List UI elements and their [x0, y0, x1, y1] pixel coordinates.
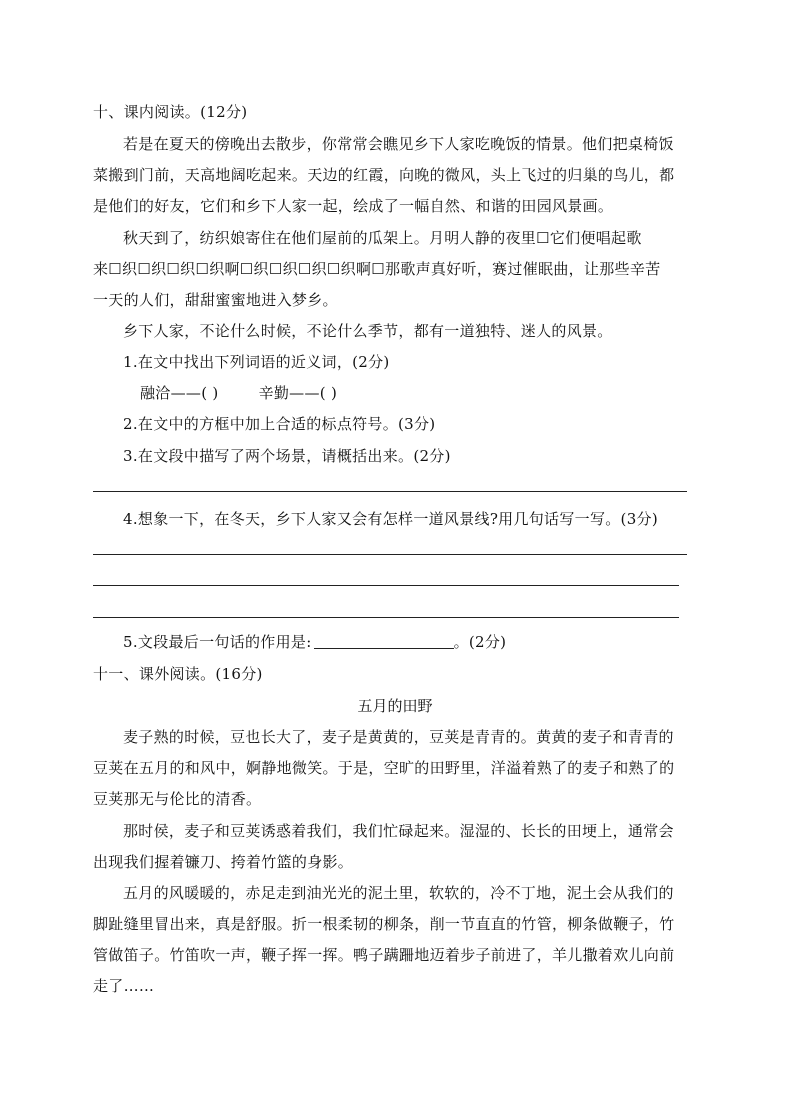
s10-para2-line1: 秋天到了，纺织娘寄住在他们屋前的瓜架上。月明人静的夜里☐它们便唱起歌	[123, 229, 642, 247]
passage-title: 五月的田野	[357, 697, 433, 715]
s11-para1-line3: 豆荚那无与伦比的清香。	[93, 790, 262, 808]
q1-item-xinqin: 辛勤——( )	[258, 384, 338, 402]
section10-heading: 十、课内阅读。(12分)	[93, 103, 248, 121]
s10-para1-line3: 是他们的好友，它们和乡下人家一起，绘成了一幅自然、和谐的田园风景画。	[93, 197, 614, 215]
s10-para2-line2: 来☐织☐织☐织☐织啊☐织☐织☐织☐织啊☐那歌声真好听，赛过催眠曲，让那些辛苦	[93, 260, 661, 278]
question-1: 1.在文中找出下列词语的近义词，(2分)	[123, 353, 390, 371]
s11-para1-line1: 麦子熟的时候，豆也长大了，麦子是黄黄的，豆荚是青青的。黄黄的麦子和青青的	[123, 728, 674, 746]
s11-para3-line1: 五月的风暖暖的，赤足走到油光光的泥土里，软软的，冷不丁地，泥土会从我们的	[123, 884, 674, 902]
question-5	[123, 632, 506, 652]
s11-para3-line3: 管做笛子。竹笛吹一声，鞭子挥一挥。鸭子蹒跚地迈着步子前进了，羊儿撒着欢儿向前	[93, 946, 675, 964]
q1-item-rongqia: 融洽——( )	[140, 384, 219, 402]
s10-para1-line2: 菜搬到门前，天高地阔吃起来。天边的红霞，向晚的微风，头上飞过的归巢的鸟儿，都	[93, 166, 675, 184]
answer-blank-q5[interactable]	[314, 632, 454, 649]
q5-suffix: 。(2分)	[453, 633, 507, 651]
s11-para3-line2: 脚趾缝里冒出来，真是舒服。折一根柔韧的柳条，削一节直直的竹管，柳条做鞭子，竹	[93, 915, 675, 933]
s10-para1-line1: 若是在夏天的傍晚出去散步，你常常会瞧见乡下人家吃晚饭的情景。他们把桌椅饭	[123, 135, 674, 153]
s10-para3: 乡下人家，不论什么时候，不论什么季节，都有一道独特、迷人的风景。	[123, 322, 613, 340]
question-1-items	[140, 383, 337, 403]
answer-line-q4-3[interactable]	[93, 617, 679, 618]
answer-line-q3[interactable]	[93, 491, 687, 492]
s11-para1-line2: 豆荚在五月的和风中，婀静地微笑。于是，空旷的田野里，洋溢着熟了的麦子和熟了的	[93, 759, 675, 777]
section11-heading: 十一、课外阅读。(16分)	[93, 665, 263, 683]
question-3: 3.在文段中描写了两个场景，请概括出来。(2分)	[123, 447, 451, 465]
answer-line-q4-1[interactable]	[93, 554, 687, 555]
s11-para2-line2: 出现我们握着镰刀、挎着竹篮的身影。	[93, 853, 354, 871]
q5-prefix: 5.文段最后一句话的作用是:	[123, 633, 312, 651]
question-2: 2.在文中的方框中加上合适的标点符号。(3分)	[123, 415, 436, 433]
s11-para3-line4: 走了……	[93, 977, 155, 995]
answer-line-q4-2[interactable]	[93, 585, 679, 586]
s11-para2-line1: 那时侯，麦子和豆荚诱惑着我们，我们忙碌起来。湿湿的、长长的田埂上，通常会	[123, 822, 674, 840]
s10-para2-line3: 一天的人们，甜甜蜜蜜地进入梦乡。	[93, 291, 338, 309]
question-4: 4.想象一下，在冬天，乡下人家又会有怎样一道风景线?用几句话写一写。(3分)	[123, 510, 659, 528]
